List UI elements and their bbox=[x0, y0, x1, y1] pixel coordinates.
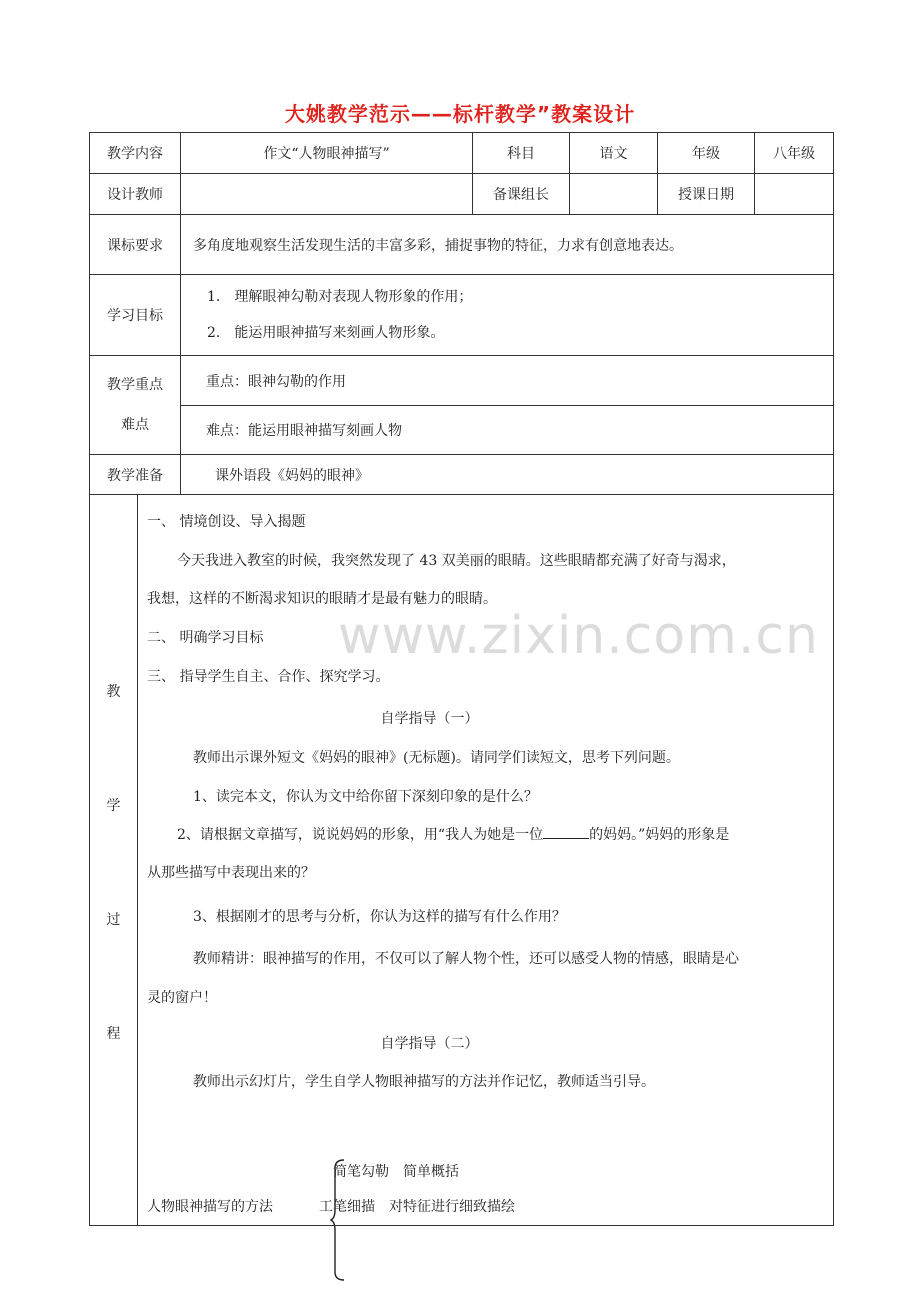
question-1: 1、读完本文，你认为文中给你留下深刻印象的是什么？ bbox=[193, 789, 538, 805]
page-title: 大姚教学范示——标杆教学”教案设计 bbox=[284, 102, 636, 126]
row-goals bbox=[90, 275, 834, 356]
process-label-char: 过 bbox=[106, 912, 121, 928]
question-3: 3、根据刚才的思考与分析，你认为这样的描写有什么作用？ bbox=[193, 909, 566, 925]
row-focus bbox=[90, 356, 834, 406]
method-1: 简笔勾勒 简单概括 bbox=[333, 1164, 459, 1180]
question-2 bbox=[147, 816, 832, 854]
difficulty-text: 难点：能运用眼神描写刻画人物 bbox=[181, 406, 834, 455]
date-value bbox=[755, 174, 834, 215]
key-points-label-2: 难点 bbox=[121, 417, 149, 433]
guide-heading: 自学指导（一） bbox=[380, 711, 479, 727]
row-process bbox=[90, 495, 834, 1226]
content-value: 作文“人物眼神描写” bbox=[181, 133, 473, 174]
key-points-label-1: 教学重点 bbox=[107, 377, 163, 393]
goals-label: 学习目标 bbox=[90, 275, 181, 356]
prep-label: 教学准备 bbox=[90, 455, 181, 495]
paragraph: 今天我进入教室的时候，我突然发现了 43 双美丽的眼睛。这些眼睛都充满了好奇与渴求， bbox=[177, 553, 736, 569]
question-2-part-b: 的妈妈。”妈妈的形象是 bbox=[589, 827, 730, 843]
section-heading: 二、 明确学习目标 bbox=[147, 630, 264, 646]
focus-text: 重点：眼神勾勒的作用 bbox=[181, 356, 834, 406]
teacher-value bbox=[181, 174, 473, 215]
paragraph: 教师精讲：眼神描写的作用，不仅可以了解人物个性，还可以感受人物的情感，眼睛是心 bbox=[193, 951, 739, 967]
paragraph: 灵的窗户！ bbox=[147, 990, 217, 1006]
lesson-plan-table bbox=[89, 132, 834, 1226]
grade-label: 年级 bbox=[658, 133, 755, 174]
subject-label: 科目 bbox=[473, 133, 570, 174]
row-standard bbox=[90, 215, 834, 275]
content-label: 教学内容 bbox=[90, 133, 181, 174]
subject-value: 语文 bbox=[570, 133, 658, 174]
section-heading: 一、 情境创设、导入揭题 bbox=[147, 514, 306, 530]
grade-value: 八年级 bbox=[755, 133, 834, 174]
row-prep bbox=[90, 455, 834, 495]
process-label-char: 学 bbox=[106, 798, 121, 814]
paragraph: 教师出示幻灯片，学生自学人物眼神描写的方法并作记忆，教师适当引导。 bbox=[193, 1074, 655, 1090]
row-difficulty bbox=[90, 406, 834, 455]
prep-text: 课外语段《妈妈的眼神》 bbox=[181, 455, 834, 495]
curly-brace-icon bbox=[330, 1158, 350, 1282]
question-2-part-a: 2、请根据文章描写，说说妈妈的形象，用“我人为她是一位 bbox=[177, 827, 544, 843]
question-2-continued: 从那些描写中表现出来的？ bbox=[147, 865, 315, 881]
method-2: 工笔细描 对特征进行细致描绘 bbox=[319, 1199, 515, 1215]
paragraph: 我想，这样的不断渴求知识的眼睛才是最有魅力的眼睛。 bbox=[147, 591, 497, 607]
row-teacher bbox=[90, 174, 834, 215]
teacher-label: 设计教师 bbox=[90, 174, 181, 215]
row-content bbox=[90, 133, 834, 174]
guide-heading: 自学指导（二） bbox=[380, 1036, 479, 1052]
answer-blank bbox=[543, 824, 589, 839]
date-label: 授课日期 bbox=[658, 174, 755, 215]
process-label-char: 程 bbox=[106, 1026, 121, 1042]
paragraph: 教师出示课外短文《妈妈的眼神》(无标题)。请同学们读短文，思考下列问题。 bbox=[193, 750, 680, 766]
group-leader-label: 备课组长 bbox=[473, 174, 570, 215]
process-cell bbox=[90, 495, 834, 1226]
goal-item: 2. 能运用眼神描写来刻画人物形象。 bbox=[207, 325, 445, 341]
key-points-label bbox=[90, 356, 181, 455]
standard-label: 课标要求 bbox=[90, 215, 181, 275]
process-label-char: 教 bbox=[106, 684, 121, 700]
goals-list bbox=[181, 275, 834, 356]
method-label: 人物眼神描写的方法 bbox=[147, 1199, 273, 1215]
goal-item: 1. 理解眼神勾勒对表现人物形象的作用； bbox=[207, 289, 473, 305]
watermark: www.zixin.com.cn bbox=[338, 606, 819, 666]
standard-text: 多角度地观察生活发现生活的丰富多彩，捕捉事物的特征，力求有创意地表达。 bbox=[181, 215, 834, 275]
section-heading: 三、 指导学生自主、合作、探究学习。 bbox=[147, 669, 390, 685]
group-leader-value bbox=[570, 174, 658, 215]
